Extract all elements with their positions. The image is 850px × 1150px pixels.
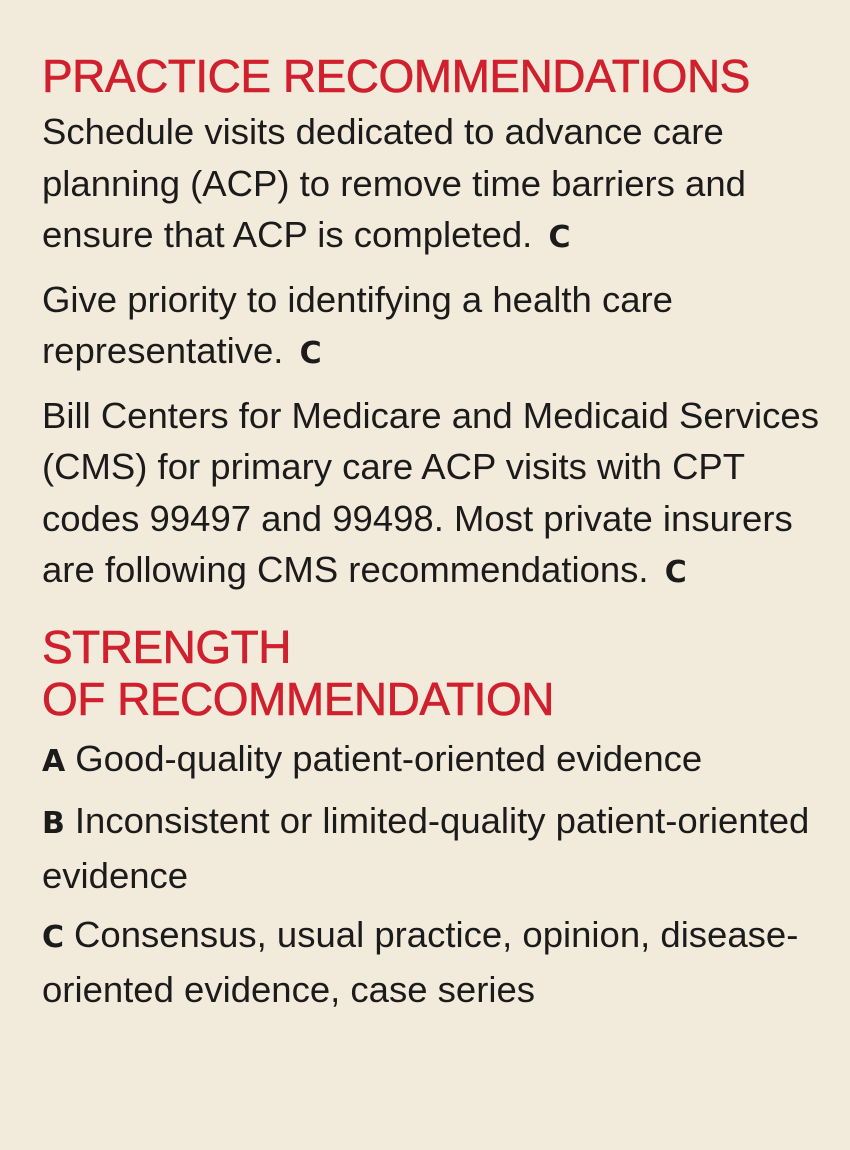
recommendation-grade: C	[664, 555, 687, 590]
strength-grade: C	[42, 920, 65, 955]
strength-item-a	[42, 733, 820, 788]
recommendation-text: Bill Centers for Medicare and Medicaid Services (CMS) for primary care ACP visits with CPT codes 99497 and 99498. Most private insurers are following CMS recommendations.	[42, 394, 819, 590]
practice-recommendations-heading: PRACTICE RECOMMENDATIONS	[42, 50, 750, 102]
recommendation-grade: C	[548, 220, 571, 255]
strength-list	[42, 733, 820, 1016]
strength-heading-line-1: STRENGTH	[42, 620, 291, 673]
recommendation-item	[42, 274, 820, 380]
strength-item-b	[42, 795, 820, 901]
recommendations-list	[42, 106, 820, 599]
recommendation-item	[42, 106, 820, 264]
recommendation-grade: C	[299, 336, 322, 371]
strength-heading-line-2: OF RECOMMENDATION	[42, 672, 554, 725]
strength-grade: A	[42, 743, 66, 779]
strength-item-c	[42, 909, 820, 1015]
recommendation-text: Schedule visits dedicated to advance care planning (ACP) to remove time barriers and ensure that ACP is completed.	[42, 111, 746, 255]
recommendation-item	[42, 390, 820, 599]
strength-text: Consensus, usual practice, opinion, disease-oriented evidence, case series	[42, 914, 799, 1010]
strength-of-recommendation-heading	[42, 621, 820, 725]
strength-text: Inconsistent or limited-quality patient-oriented evidence	[42, 800, 810, 896]
strength-grade: B	[42, 806, 65, 841]
strength-text: Good-quality patient-oriented evidence	[75, 737, 703, 779]
recommendation-text: Give priority to identifying a health care representative.	[42, 278, 673, 371]
